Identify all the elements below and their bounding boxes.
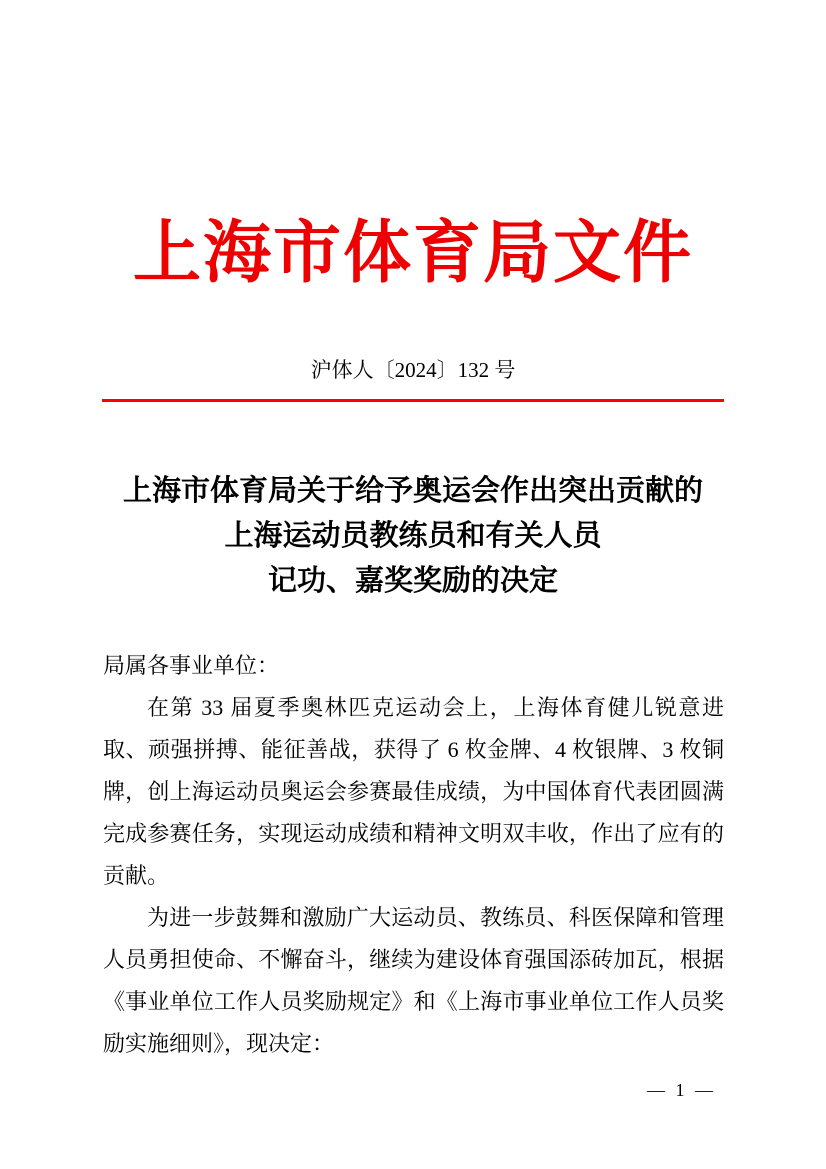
page-number: — 1 — — [647, 1080, 716, 1100]
document-title-line-1: 上海市体育局关于给予奥运会作出突出贡献的 — [122, 475, 703, 507]
document-title-line-3: 记功、嘉奖奖励的决定 — [267, 565, 558, 597]
document-title-line-2: 上海运动员教练员和有关人员 — [224, 520, 602, 552]
salutation-line: 局属各事业单位： — [103, 653, 280, 678]
document-body — [103, 645, 724, 1065]
document-title — [0, 469, 826, 604]
document-number: 沪体人〔2024〕132 号 — [310, 358, 516, 382]
agency-masthead-title: 上海市体育局文件 — [132, 215, 693, 291]
body-paragraph-1: 在第 33 届夏季奥林匹克运动会上，上海体育健儿锐意进取、顽强拼搏、能征善战，获得了 6 枚金牌、4 枚银牌、3 枚铜牌，创上海运动员奥运会参赛最佳成绩，为中国体育代表团圆满完成参赛任务，实现运动成绩和精神文明双丰收，作出了应有的贡献。 — [103, 695, 724, 888]
red-divider-line — [102, 399, 724, 402]
body-paragraph-2: 为进一步鼓舞和激励广大运动员、教练员、科医保障和管理人员勇担使命、不懈奋斗，继续为建设体育强国添砖加瓦，根据《事业单位工作人员奖励规定》和《上海市事业单位工作人员奖励实施细则》，现决定： — [103, 905, 724, 1056]
